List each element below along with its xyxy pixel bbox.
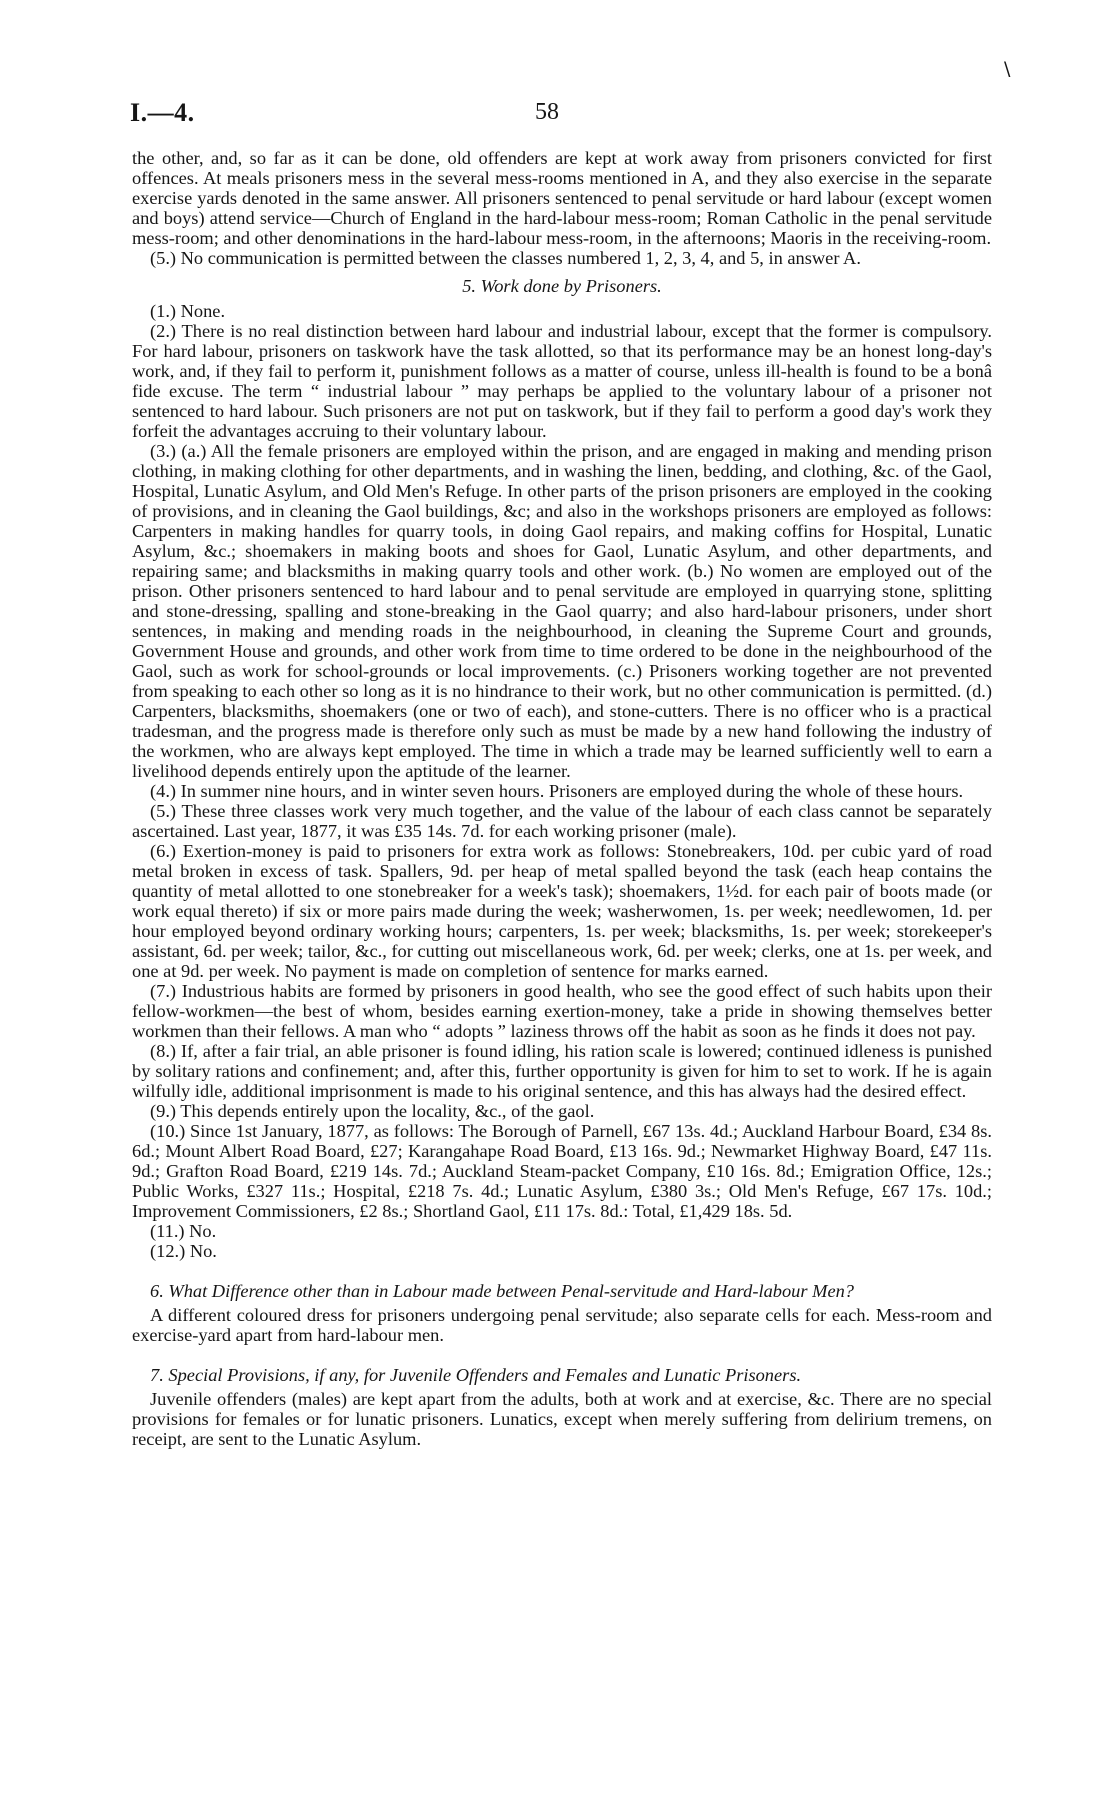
answer-1: (1.) None. (150, 301, 226, 321)
section-6-text: A different coloured dress for prisoners undergoing penal servitude; also separate cells for each. Mess-room and exercise-yard apart from hard-labour men. (132, 1305, 992, 1345)
section-6-heading: 6. What Difference other than in Labour made between Penal-servitude and Hard-labour Men? (150, 1281, 854, 1301)
answer-2: (2.) There is no real distinction between hard labour and industrial labour, except that the former is compulsory. For hard labour, prisoners on taskwork have the task allotted, so that its performance may be an honest long-day's work, and, if they fail to perform it, punishment follows as a matter of course, unless ill-health is found to be a bonâ fide excuse. The term “ industrial labour ” may perhaps be applied to the voluntary labour of a prisoner not sentenced to hard labour. Such prisoners are not put on taskwork, but if they fail to perform a good day's work they forfeit the advantages accruing to their voluntary labour. (132, 321, 992, 441)
answer-3: (3.) (a.) All the female prisoners are employed within the prison, and are engaged in making and mending prison clothing, in making clothing for other departments, and in washing the linen, bedding, and clothing, &c. of the Gaol, Hospital, Lunatic Asylum, and Old Men's Refuge. In other parts of the prison prisoners are employed in the cooking of provisions, and in cleaning the Gaol buildings, &c; and also in the workshops prisoners are employed as follows: Carpenters in making handles for quarry tools, in doing Gaol repairs, and making coffins for Hospital, Lunatic Asylum, &c.; shoemakers in making boots and shoes for Gaol, Lunatic Asylum, and other departments, and repairing same; and blacksmiths in making quarry tools and other work. (b.) No women are employed out of the prison. Other prisoners sentenced to hard labour and to penal servitude are employed in quarrying stone, splitting and stone-dressing, spalling and stone-breaking in the Gaol quarry; and also hard-labour prisoners, under short sentences, in making and mending roads in the neighbourhood, in cleaning the Supreme Court and grounds, Government House and grounds, and other work from time to time ordered to be done in the neighbourhood of the Gaol, such as work for school-grounds or local improvements. (c.) Prisoners working together are not prevented from speaking to each other so long as it is no hindrance to their work, but no other communication is permitted. (d.) Carpenters, blacksmiths, shoemakers (one or two of each), and stone-cutters. There is no officer who is a practical tradesman, and the progress made is therefore only such as must be made by a new hand following the industry of the workmen, who are always kept employed. The time in which a trade may be learned sufficiently well to earn a livelihood depends entirely upon the aptitude of the learner. (132, 441, 992, 781)
section-7-heading: 7. Special Provisions, if any, for Juvenile Offenders and Females and Lunatic Prisoners. (150, 1365, 802, 1385)
paragraph-communication: (5.) No communication is permitted between the classes numbered 1, 2, 3, 4, and 5, in answer A. (150, 248, 861, 268)
page-number: 58 (535, 99, 559, 125)
answer-7: (7.) Industrious habits are formed by prisoners in good health, who see the good effect of such habits upon their fellow-workmen—the best of whom, besides earning exertion-money, take a pride in showing themselves better workmen than their fellows. A man who “ adopts ” laziness throws off the habit as soon as he finds it does not pay. (132, 981, 992, 1041)
document-body (132, 148, 992, 1449)
document-reference: I.—4. (130, 98, 195, 127)
answer-11: (11.) No. (150, 1221, 217, 1241)
answer-12: (12.) No. (150, 1241, 217, 1261)
section-5-heading: 5. Work done by Prisoners. (462, 276, 662, 296)
answer-10: (10.) Since 1st January, 1877, as follows: The Borough of Parnell, £67 13s. 4d.; Auckland Harbour Board, £34 8s. 6d.; Mount Albert Road Board, £27; Karangahape Road Board, £13 16s. 9d.; Newmarket Highway Board, £47 11s. 9d.; Grafton Road Board, £219 14s. 7d.; Auckland Steam-packet Company, £10 16s. 8d.; Emigration Office, 12s.; Public Works, £327 11s.; Hospital, £218 7s. 4d.; Lunatic Asylum, £380 3s.; Old Men's Refuge, £67 17s. 10d.; Improvement Commissioners, £2 8s.; Shortland Gaol, £11 17s. 8d.: Total, £1,429 18s. 5d. (132, 1121, 992, 1221)
corner-mark: \ (1004, 58, 1011, 80)
answer-4: (4.) In summer nine hours, and in winter seven hours. Prisoners are employed during the whole of these hours. (150, 781, 964, 801)
paragraph-continuation: the other, and, so far as it can be done, old offenders are kept at work away from prisoners convicted for first offences. At meals prisoners mess in the several mess-rooms mentioned in A, and they also exercise in the separate exercise yards denoted in the same answer. All prisoners sentenced to penal servitude or hard labour (except women and boys) attend service—Church of England in the hard-labour mess-room; Roman Catholic in the penal servitude mess-room; and other denominations in the hard-labour mess-room, in the afternoons; Maoris in the receiving-room. (132, 148, 992, 248)
answer-8: (8.) If, after a fair trial, an able prisoner is found idling, his ration scale is lowered; continued idleness is punished by solitary rations and confinement; and, after this, further opportunity is given for him to set to work. If he is again wilfully idle, additional imprisonment is made to his original sentence, and this has always had the desired effect. (132, 1041, 992, 1101)
answer-6: (6.) Exertion-money is paid to prisoners for extra work as follows: Stonebreakers, 10d. per cubic yard of road metal broken in excess of task. Spallers, 9d. per heap of metal spalled beyond the task (each heap contains the quantity of metal allotted to one stonebreaker for a week's task); shoemakers, 1½d. for each pair of boots made (or work equal thereto) if six or more pairs made during the week; washerwomen, 1s. per week; needlewomen, 1d. per hour employed beyond ordinary working hours; carpenters, 1s. per week; blacksmiths, 1s. per week; storekeeper's assistant, 6d. per week; tailor, &c., for cutting out miscellaneous work, 6d. per week; clerks, one at 1s. per week, and one at 9d. per week. No payment is made on completion of sentence for marks earned. (132, 841, 992, 981)
answer-5: (5.) These three classes work very much together, and the value of the labour of each class cannot be separately ascertained. Last year, 1877, it was £35 14s. 7d. for each working prisoner (male). (132, 801, 992, 841)
answer-9: (9.) This depends entirely upon the locality, &c., of the gaol. (150, 1101, 595, 1121)
section-7-text: Juvenile offenders (males) are kept apart from the adults, both at work and at exercise, &c. There are no special provisions for females or for lunatic prisoners. Lunatics, except when merely suffering from delirium tremens, on receipt, are sent to the Lunatic Asylum. (132, 1389, 992, 1449)
